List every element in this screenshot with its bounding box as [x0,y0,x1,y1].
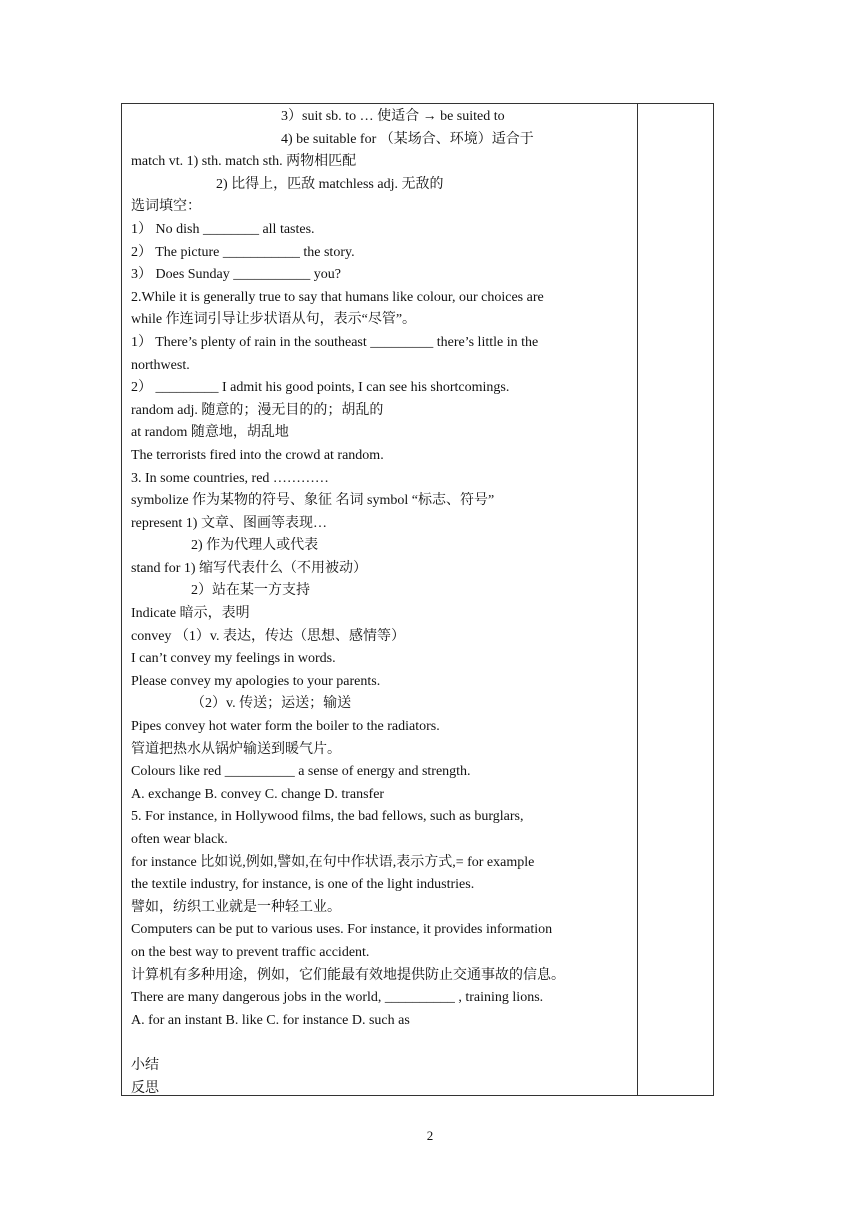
text-line: Indicate 暗示，表明 [131,606,250,622]
text-line: northwest. [131,357,190,373]
text-line: 2） The picture ___________ the story. [131,244,355,260]
text-line: at random 随意地，胡乱地 [131,425,289,441]
text-line: 选词填空： [131,199,201,215]
page-number: 2 [426,1128,434,1143]
text-line: 1） There’s plenty of rain in the southeast _________ there’s little in the [131,334,539,350]
text-line: on the best way to prevent traffic accident. [131,944,370,960]
text-line: 计算机有多种用途，例如，它们能最有效地提供防止交通事故的信息。 [131,967,565,983]
text-line: I can’t convey my feelings in words. [131,651,336,667]
text-line: There are many dangerous jobs in the world, __________ , training lions. [131,990,544,1006]
text-line: （2）v. 传送；运送；输送 [191,696,352,712]
text-line: 管道把热水从锅炉输送到暖气片。 [131,741,341,757]
text-line: 2) 比得上，匹敌 matchless adj. 无敌的 [216,176,444,192]
text-line: 2) 作为代理人或代表 [191,538,319,554]
text-line: match vt. 1) sth. match sth. 两物相匹配 [131,154,357,170]
text-line: 3） Does Sunday ___________ you? [131,267,341,283]
text-line: Computers can be put to various uses. For instance, it provides information [131,922,553,938]
text-line: stand for 1) 缩写代表什么（不用被动） [131,560,368,576]
text-line: convey （1）v. 表达，传达（思想、感情等） [131,628,406,644]
main-cell [131,106,603,1100]
text-line: 譬如，纺织工业就是一种轻工业。 [131,899,341,915]
text-line: for instance 比如说,例如,譬如,在句中作状语,表示方式,= for example [131,854,535,870]
text-line: 2） _________ I admit his good points, I can see his shortcomings. [131,380,510,396]
text-line: 2）站在某一方支持 [191,583,310,599]
text-line: symbolize 作为某物的符号、象征 名词 symbol “标志、符号” [131,493,495,509]
text-line: 1） No dish ________ all tastes. [131,221,315,237]
text-line: 4) be suitable for （某场合、环境）适合于 [281,131,534,147]
text-line: Please convey my apologies to your parents. [131,673,381,689]
text-line: Colours like red __________ a sense of energy and strength. [131,764,471,780]
text-line: 5. For instance, in Hollywood films, the bad fellows, such as burglars, [131,809,524,825]
text-line: while 作连词引导让步状语从句，表示“尽管”。 [131,312,417,328]
text-line: 3. In some countries, red ………… [131,470,329,486]
text-line: The terrorists fired into the crowd at random. [131,447,384,463]
text-line: 3）suit sb. to … 使适合 → be suited to [281,109,505,124]
column-divider [637,104,638,1095]
text-line: represent 1) 文章、图画等表现… [131,515,327,531]
text-line: 反思 [131,1080,159,1096]
text-line: 2.While it is generally true to say that humans like colour, our choices are [131,289,544,305]
text-line: 小结 [131,1057,159,1073]
text-line: A. for an instant B. like C. for instance D. such as [131,1012,410,1028]
text-line: often wear black. [131,832,228,847]
text-line [131,1032,603,1055]
text-line: the textile industry, for instance, is one of the light industries. [131,877,475,893]
document-table [121,103,714,1096]
text-line: Pipes convey hot water form the boiler to the radiators. [131,719,440,735]
text-line: A. exchange B. convey C. change D. transfer [131,786,385,802]
text-line: random adj. 随意的；漫无目的的；胡乱的 [131,402,384,418]
